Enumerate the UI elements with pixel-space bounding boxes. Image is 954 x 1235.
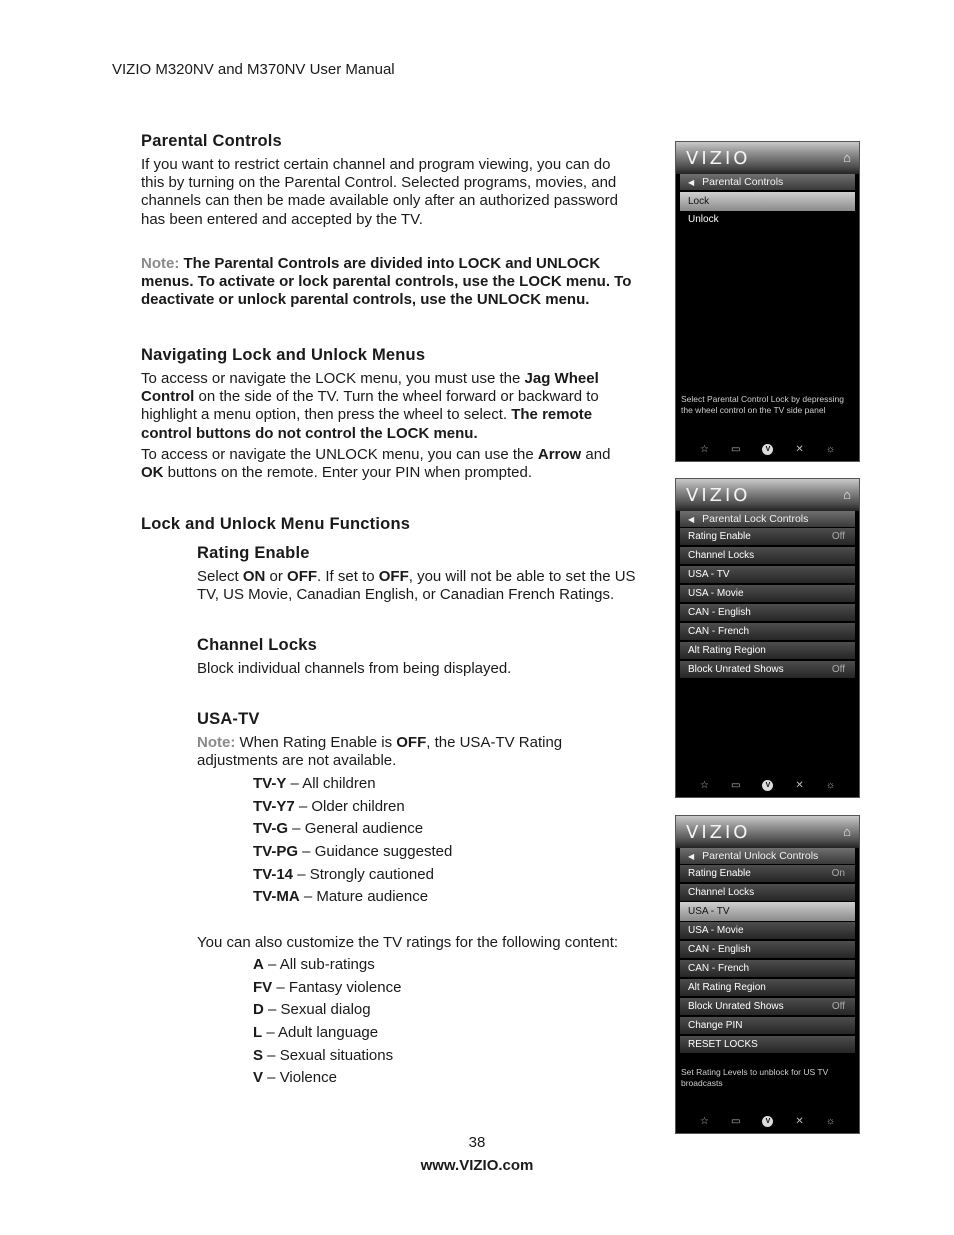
screen-icon: ▭ (730, 1115, 741, 1127)
tv-item-label: USA - TV (688, 906, 730, 917)
text-line: control buttons do not control the LOCK menu. (141, 424, 478, 442)
text-span: , you will not be able to set the US (408, 568, 636, 585)
list-item (253, 1001, 371, 1018)
tv-screen-parental-unlock-controls (675, 815, 860, 1134)
screen-icon: ▭ (730, 779, 741, 791)
tv-help-text: Set Rating Levels to unblock for US TV broadcasts (681, 1067, 829, 1088)
rating-code: TV-Y (253, 775, 287, 792)
text-span: When Rating Enable is (235, 734, 397, 751)
text-span: To access or navigate the LOCK menu, you must use the (141, 370, 525, 387)
tv-item-label: CAN - French (688, 963, 750, 974)
channel-locks-text: Block individual channels from being displayed. (197, 660, 512, 677)
text-line: channels can then be made available only after an authorized password (141, 192, 618, 210)
text-line: deactivate or unlock parental controls, use the UNLOCK menu. (141, 291, 590, 309)
close-icon: ✕ (795, 779, 804, 791)
navigating-paragraph-2 (141, 446, 661, 482)
tv-item-label: Alt Rating Region (688, 645, 766, 656)
tv-rating-list (253, 775, 553, 915)
tv-item-value: Off (831, 1001, 845, 1012)
home-icon: ⌂ (843, 487, 851, 502)
tv-menu-item[interactable] (680, 661, 855, 678)
text-span: The remote (511, 406, 593, 424)
star-icon: ☆ (700, 1115, 709, 1127)
text-span: buttons on the remote. Enter your PIN when prompted. (163, 464, 533, 482)
rating-desc: – Strongly cautioned (293, 866, 434, 883)
tv-title-text: Parental Lock Controls (702, 513, 809, 525)
text-span: and (581, 446, 611, 463)
rating-code: TV-PG (253, 843, 299, 860)
back-arrow-icon: ◀ (688, 515, 695, 524)
tv-menu-item[interactable] (680, 642, 855, 659)
subheading-usa-tv: USA-TV (197, 710, 260, 728)
tv-top-bar (676, 816, 859, 848)
tv-menu-item-unlock[interactable]: Unlock (680, 211, 855, 228)
tv-menu-item[interactable] (680, 865, 855, 882)
content-rating-list (253, 956, 553, 1096)
tv-item-label: CAN - English (688, 944, 751, 955)
tv-menu-title (680, 511, 855, 527)
brightness-icon: ☼ (825, 1115, 835, 1127)
tv-item-label: CAN - English (688, 607, 751, 618)
content-code: L (253, 1024, 263, 1041)
list-item (253, 798, 405, 815)
tv-item-label: Channel Locks (688, 550, 755, 561)
close-icon: ✕ (795, 1115, 804, 1127)
tv-screen-parental-lock-controls (675, 478, 860, 798)
tv-help-text: Select Parental Control Lock by depressing the wheel control on the TV side panel (681, 394, 845, 415)
tv-item-label: Change PIN (688, 1020, 743, 1031)
tv-title-text: Parental Unlock Controls (702, 850, 819, 862)
tv-item-value: Off (831, 531, 845, 542)
rating-desc: – Mature audience (299, 888, 429, 905)
off-term: OFF (378, 568, 409, 585)
rating-code: TV-G (253, 820, 289, 837)
list-item (253, 866, 434, 883)
rating-code: TV-Y7 (253, 798, 295, 815)
ok-button-icon: V (762, 780, 773, 791)
section-heading-parental-controls: Parental Controls (141, 132, 282, 150)
text-line: The Parental Controls are divided into LOCK and UNLOCK (179, 255, 601, 272)
tv-menu-item[interactable] (680, 604, 855, 621)
text-line: has been entered and accepted by the TV. (141, 210, 423, 228)
tv-title-text: Parental Controls (702, 176, 784, 188)
brightness-icon: ☼ (825, 443, 835, 455)
rating-desc: – All children (286, 775, 376, 792)
list-item (253, 843, 452, 860)
tv-menu-title (680, 848, 855, 864)
tv-item-label: Block Unrated Shows (688, 664, 784, 675)
tv-menu-item[interactable] (680, 585, 855, 602)
tv-item-label: USA - Movie (688, 925, 744, 936)
subheading-channel-locks: Channel Locks (197, 636, 317, 654)
ok-button-icon: V (762, 1116, 773, 1127)
list-item (253, 1047, 393, 1064)
tv-bottom-bar (680, 441, 855, 457)
content-desc: – Violence (263, 1069, 337, 1086)
rating-code: TV-14 (253, 866, 294, 883)
tv-item-label: CAN - French (688, 626, 750, 637)
content-code: D (253, 1001, 264, 1018)
tv-menu-item[interactable] (680, 902, 855, 921)
note-lock-unlock (141, 255, 671, 310)
tv-menu-item[interactable] (680, 623, 855, 640)
vizio-logo: VIZIO (686, 822, 751, 843)
back-arrow-icon: ◀ (688, 852, 695, 861)
list-item (253, 1024, 378, 1041)
tv-menu-item[interactable] (680, 922, 855, 939)
section-heading-navigating: Navigating Lock and Unlock Menus (141, 346, 426, 364)
tv-menu-item[interactable] (680, 547, 855, 564)
tv-item-label: RESET LOCKS (688, 1039, 758, 1050)
tv-bottom-bar (680, 777, 855, 793)
tv-menu-item[interactable] (680, 960, 855, 977)
section-heading-functions: Lock and Unlock Menu Functions (141, 515, 411, 533)
text-span: highlight a menu option, then press the wheel to select. (141, 406, 512, 424)
navigating-paragraph-1 (141, 370, 661, 443)
content-code: FV (253, 979, 273, 996)
text-span: To access or navigate the UNLOCK menu, you can use the (141, 446, 538, 463)
content-code: A (253, 956, 264, 973)
tv-menu-item[interactable] (680, 979, 855, 996)
tv-menu-item-lock[interactable]: Lock (680, 192, 855, 211)
parental-intro (141, 156, 661, 229)
text-span: Select (197, 568, 243, 585)
note-label: Note: (197, 734, 236, 751)
rating-desc: – Older children (294, 798, 405, 815)
tv-menu-item[interactable] (680, 998, 855, 1015)
tv-item-label: Rating Enable (688, 868, 751, 879)
vizio-logo: VIZIO (686, 485, 751, 506)
tv-menu-item[interactable] (680, 1036, 855, 1053)
document-header: VIZIO M320NV and M370NV User Manual (112, 61, 395, 78)
text-span: or (265, 568, 288, 585)
tv-item-label: Rating Enable (688, 531, 751, 542)
tv-menu-item[interactable] (680, 566, 855, 583)
vizio-logo: VIZIO (686, 148, 751, 169)
text-line: this by turning on the Parental Control. Selected programs, movies, and (141, 174, 617, 192)
text-line: TV, US Movie, Canadian English, or Canadian French Ratings. (197, 586, 615, 604)
tv-menu-item[interactable] (680, 528, 855, 545)
home-icon: ⌂ (843, 150, 851, 165)
content-desc: – Fantasy violence (272, 979, 402, 996)
brightness-icon: ☼ (825, 779, 835, 791)
screen-icon: ▭ (730, 443, 741, 455)
rating-desc: – General audience (288, 820, 424, 837)
off-term: OFF (287, 568, 318, 585)
list-item (253, 979, 401, 996)
tv-item-label: USA - TV (688, 569, 730, 580)
page-number: 38 (468, 1134, 486, 1151)
control-term: Control (141, 388, 195, 406)
tv-screen-parental-controls (675, 141, 860, 462)
footer-url: www.VIZIO.com (420, 1157, 534, 1174)
tv-menu-title (680, 174, 855, 190)
subheading-rating-enable: Rating Enable (197, 544, 310, 562)
content-code: V (253, 1069, 264, 1086)
tv-menu-item[interactable] (680, 884, 855, 901)
tv-item-label: Block Unrated Shows (688, 1001, 784, 1012)
content-desc: – All sub-ratings (263, 956, 375, 973)
tv-top-bar (676, 142, 859, 174)
text-line: adjustments are not available. (197, 752, 397, 770)
star-icon: ☆ (700, 443, 709, 455)
tv-item-label: Channel Locks (688, 887, 755, 898)
rating-enable-text (197, 568, 667, 604)
usa-tv-note (197, 734, 667, 770)
on-term: ON (242, 568, 266, 585)
back-arrow-icon: ◀ (688, 178, 695, 187)
content-desc: – Sexual dialog (263, 1001, 371, 1018)
tv-item-label: USA - Movie (688, 588, 744, 599)
content-desc: – Adult language (262, 1024, 379, 1041)
home-icon: ⌂ (843, 824, 851, 839)
tv-top-bar (676, 479, 859, 511)
ok-term: OK (141, 464, 164, 482)
content-desc: – Sexual situations (263, 1047, 394, 1064)
tv-item-label: Alt Rating Region (688, 982, 766, 993)
jag-wheel-term: Jag Wheel (524, 370, 599, 387)
text-span: on the side of the TV. Turn the wheel forward or backward to (194, 388, 599, 406)
tv-menu-item[interactable] (680, 941, 855, 958)
note-label: Note: (141, 255, 180, 272)
list-item (253, 1069, 337, 1086)
text-line: If you want to restrict certain channel and program viewing, you can do (141, 156, 611, 173)
content-code: S (253, 1047, 264, 1064)
list-item (253, 820, 423, 837)
off-term: OFF (396, 734, 427, 751)
ok-button-icon: V (762, 444, 773, 455)
list-item (253, 888, 428, 905)
star-icon: ☆ (700, 779, 709, 791)
close-icon: ✕ (795, 443, 804, 455)
rating-desc: – Guidance suggested (298, 843, 453, 860)
text-span: , the USA-TV Rating (426, 734, 563, 751)
text-line: menus. To activate or lock parental controls, use the LOCK menu. To (141, 273, 632, 291)
customize-text: You can also customize the TV ratings for the following content: (197, 934, 619, 951)
tv-item-value: Off (831, 664, 845, 675)
text-span: . If set to (317, 568, 379, 585)
list-item (253, 775, 376, 792)
list-item (253, 956, 375, 973)
tv-bottom-bar (680, 1113, 855, 1129)
tv-menu-item[interactable] (680, 1017, 855, 1034)
rating-code: TV-MA (253, 888, 300, 905)
tv-item-value: On (831, 868, 845, 879)
arrow-term: Arrow (537, 446, 582, 463)
